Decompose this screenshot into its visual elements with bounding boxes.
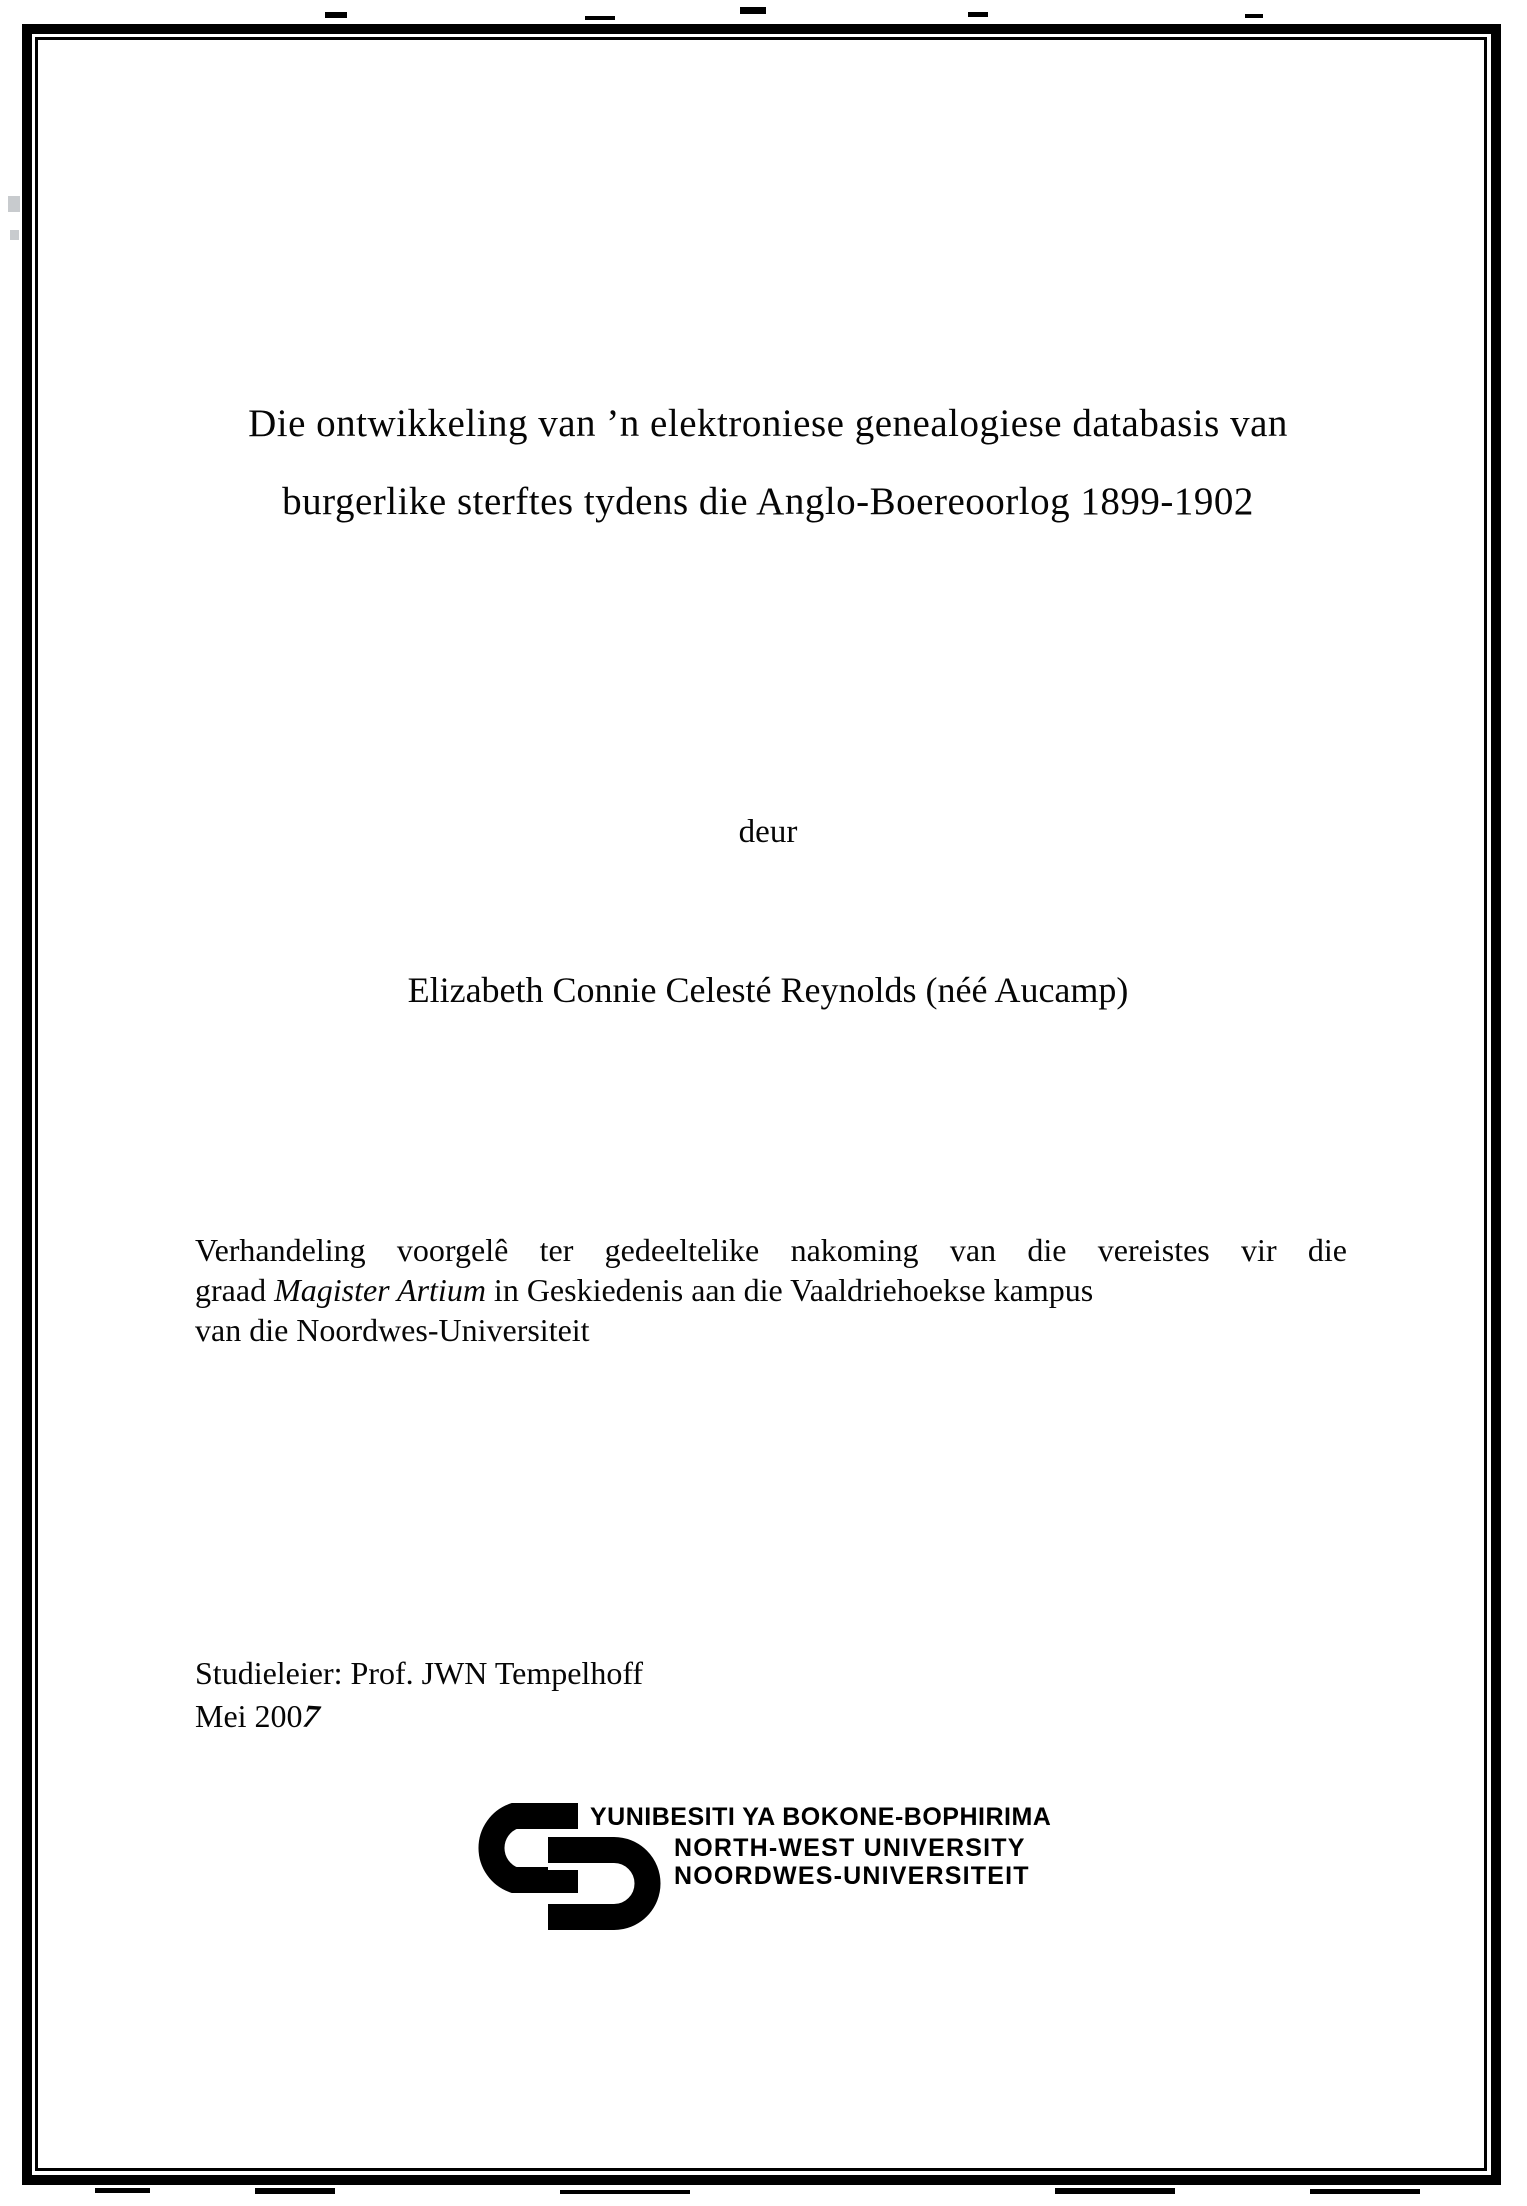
scan-speck <box>968 12 988 17</box>
scan-speck <box>8 196 20 212</box>
logo-text-english: NORTH-WEST UNIVERSITY <box>674 1834 1026 1862</box>
date-line-last-digit: 7 <box>297 1697 325 1735</box>
supervisor-block <box>195 1652 1195 1738</box>
logo-text-afrikaans: NOORDWES-UNIVERSITEIT <box>674 1862 1030 1890</box>
degree-statement-line1: Verhandeling voorgelê ter gedeeltelike nakoming van die vereistes vir die <box>195 1232 1347 1268</box>
degree-statement-line3: van die Noordwes-Universiteit <box>195 1312 590 1348</box>
logo-text-setswana: YUNIBESITI YA BOKONE-BOPHIRIMA <box>590 1803 1052 1831</box>
university-logo <box>462 1793 1142 1943</box>
scan-speck <box>740 7 766 14</box>
byline-label: deur <box>738 814 798 850</box>
date-line-text: Mei 200 <box>195 1698 303 1734</box>
scan-speck <box>1055 2188 1175 2194</box>
scan-speck <box>95 2188 150 2193</box>
degree-statement <box>195 1230 1347 1350</box>
scan-speck <box>1245 14 1263 18</box>
date-line <box>195 1695 1195 1738</box>
thesis-title-line1: Die ontwikkeling van ’n elektroniese genealogiese databasis van <box>248 402 1288 445</box>
scan-speck <box>1310 2189 1420 2194</box>
degree-statement-line2-pre: graad <box>195 1272 275 1308</box>
degree-name-italic: Magister Artium <box>274 1272 486 1308</box>
thesis-title-line2: burgerlike sterftes tydens die Anglo-Boereoorlog 1899-1902 <box>282 480 1254 523</box>
scan-speck <box>325 12 347 18</box>
scan-speck <box>255 2188 335 2194</box>
scan-speck <box>10 230 19 240</box>
degree-statement-line2-post: in Geskiedenis aan die Vaaldriehoekse kampus <box>485 1272 1094 1308</box>
thesis-title <box>188 385 1348 541</box>
scan-speck <box>585 16 615 20</box>
scan-speck <box>560 2190 690 2194</box>
degree-statement-line2 <box>195 1270 1347 1310</box>
supervisor-line: Studieleier: Prof. JWN Tempelhoff <box>195 1655 644 1691</box>
author-name: Elizabeth Connie Celesté Reynolds (néé Aucamp) <box>407 970 1129 1010</box>
